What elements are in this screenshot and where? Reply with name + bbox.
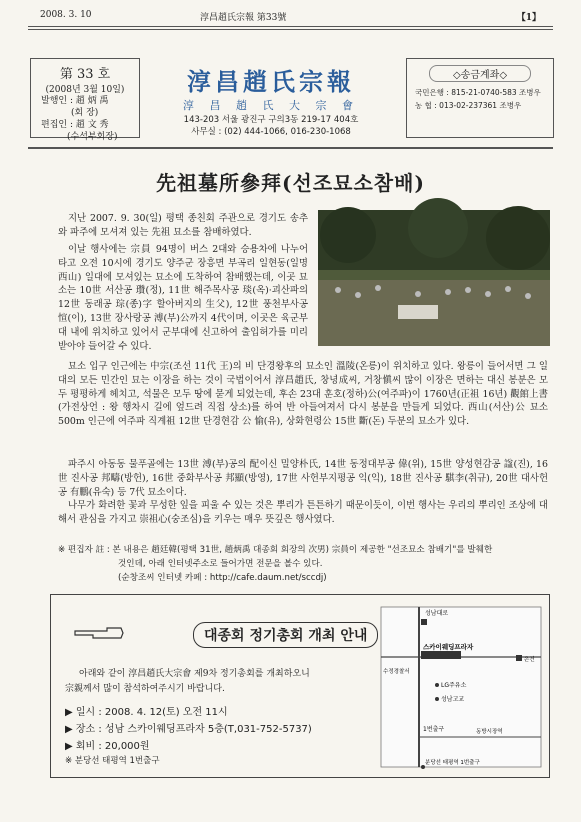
announcement-fee: ▶ 회비 : 20,000원	[65, 741, 150, 752]
para-3: 묘소 입구 인근에는 中宗(조선 11代 王)의 비 단경왕후의 묘소인 溫陵(온릉)이 위치하고 있다. 왕릉이 들어서면 그 일대의 모든 민간인 묘는 이장을 하는 것이 국법이어서 淳昌趙氏, 창녕成씨, 거창愼씨 많이 이장은 면하는 대신 봉분은 모두 평평하게 헤치고, 석물은 모두 땅에 묻게 되었는데, 후손 23대 훈호(정하)公(여주파)이 1760년(正祖 16년) 觀館上書(가전상언 : 왕 행차시 길에 엎드려 직접 상소)를 하여 반 아들여져서 다시 봉분을 만들게 되었다. 西山(서산)公 묘소 500m 인근에 여주파 직계祖 12世 단경현감 公 愉(유), 상화현령公 15世 斷(돈) 두분의 묘소가 있다.	[58, 361, 548, 428]
map-label-5: 1번출구	[423, 726, 445, 733]
map-label-8: 분당선 태평역 1번출구	[425, 760, 480, 766]
masthead	[146, 58, 396, 140]
masthead-title: 淳昌趙氏宗報	[187, 68, 355, 96]
account-box	[406, 58, 554, 138]
publisher: 발행인 : 趙 炳 禹	[41, 96, 109, 106]
announcement-title: 대종회 정기총회 개최 안내	[193, 622, 378, 648]
issue-box	[30, 58, 140, 142]
map-label-1: 성남대로	[425, 610, 449, 617]
issue-date: (2008년 3월 10일)	[45, 85, 125, 95]
mast-rule	[28, 147, 553, 149]
masthead-subtitle: 淳 昌 趙 氏 大 宗 會	[183, 99, 359, 112]
header-paper: 淳昌趙氏宗報 第33號	[200, 13, 287, 23]
para-2: 이날 행사에는 宗員 94명이 버스 2대와 승용차에 나누어 타고 오전 10시에 경기도 양주군 장흥면 부곡리 일현동(일명 西山) 일대에 모셔있는 묘소에 도착하여 참배했는데, 이곳 묘소는 10世 서산공 瓚(정), 11世 해주목사공 琰(옥)·괴산파의 12世 동래공 琮(종)字 할아버지의 生父), 12世 풍천부사공 愃(이), 13世 장사랑공 溥(부)公까지 4代이며, 이곳은 육군부대 내에 위치하고 있어서 군부대에 신고하여 출입허가를 미리 받아야 들어갈 수 있다.	[58, 244, 308, 352]
map-label-10: 은건	[524, 657, 535, 663]
editor-note-3: (순창조씨 인터넷 카페 : http://cafe.daum.net/sccdj)	[118, 573, 327, 583]
editor: 편집인 : 趙 文 秀	[41, 120, 109, 130]
map-label-2: 스카이웨딩프라자	[423, 643, 474, 651]
event-photo	[318, 210, 550, 346]
top-rule	[28, 26, 553, 27]
announcement-exit: ※ 분당선 태평역 1번출구	[65, 756, 160, 766]
header-page: 【1】	[516, 13, 541, 23]
location-map	[381, 607, 541, 767]
editor-note-2: 것인데, 아래 인터넷주소로 들어가면 전문을 볼수 있다.	[118, 559, 323, 569]
masthead-tel: 사무실 : (02) 444-1066, 016-230-1068	[191, 127, 351, 137]
announcement-date: ▶ 일시 : 2008. 4. 12(토) 오전 11시	[65, 707, 228, 718]
top-rule-2	[28, 29, 553, 30]
issue-number: 第 33 호	[59, 67, 111, 82]
account-title: ◇송금계좌◇	[429, 65, 531, 82]
account-row-2: 농 협 : 013-02-237361 조병우	[415, 101, 522, 110]
article-title: 先祖墓所參拜(선조묘소참배)	[156, 171, 425, 195]
pointing-hand-icon	[73, 625, 125, 641]
map-label-7: 동방시장역	[476, 729, 503, 735]
map-label-9: 수정경찰서	[383, 669, 410, 675]
para-4: 파주시 아동동 물푸골에는 13世 溥(부)공의 配이신 밀양朴氏, 14世 동정대부공 偉(위), 15世 양성현감공 諡(진), 16世 진사공 邦疇(방헌), 16世 중화부사공 邦顯(방영), 17世 사헌부지평공 익(익), 18世 진사공 騏李(취규), 20世 대사헌공 有鵬(유숙) 등 7代 묘소이다.	[58, 459, 548, 498]
announcement-line-2: 宗親께서 많이 참석하여주시기 바랍니다.	[65, 684, 225, 694]
masthead-address: 143-203 서울 광진구 구의3동 219-17 404호	[183, 115, 359, 125]
para-1: 지난 2007. 9. 30(일) 평택 종친회 주관으로 경기도 송추와 파주에 모셔져 있는 先祖 묘소를 참배하였다.	[58, 213, 308, 238]
announcement-line-1: 아래와 같이 淳昌趙氏大宗會 제9차 정기총회를 개최하오니	[79, 669, 310, 679]
editor-role: (수석부회장)	[67, 132, 118, 142]
announcement-box	[50, 594, 550, 778]
para-5: 나무가 화려한 꽃과 무성한 잎을 피울 수 있는 것은 뿌리가 튼튼하기 때문이듯이, 이번 행사는 우리의 뿌리인 조상에 대해서 관심을 가지고 崇祖心(숭조심)을 키우는 매우 뜻깊은 행사였다.	[58, 500, 548, 525]
publisher-role: (회 장)	[71, 108, 99, 118]
announcement-place: ▶ 장소 : 성남 스카이웨딩프라자 5층(T,031-752-5737)	[65, 724, 312, 735]
header-date: 2008. 3. 10	[40, 10, 92, 20]
account-row-1: 국민은행 : 815-21-0740-583 조병우	[415, 88, 541, 97]
map-label-3: LG주유소	[441, 682, 467, 689]
editor-note-1: ※ 편집자 註 : 본 내용은 趙廷韓(평택 31世, 趙炳禹 대종회 회장의 次男) 宗員이 제공한 "선조묘소 참배기"를 발췌한	[58, 545, 493, 555]
map-label-4: 성남고교	[441, 696, 465, 703]
